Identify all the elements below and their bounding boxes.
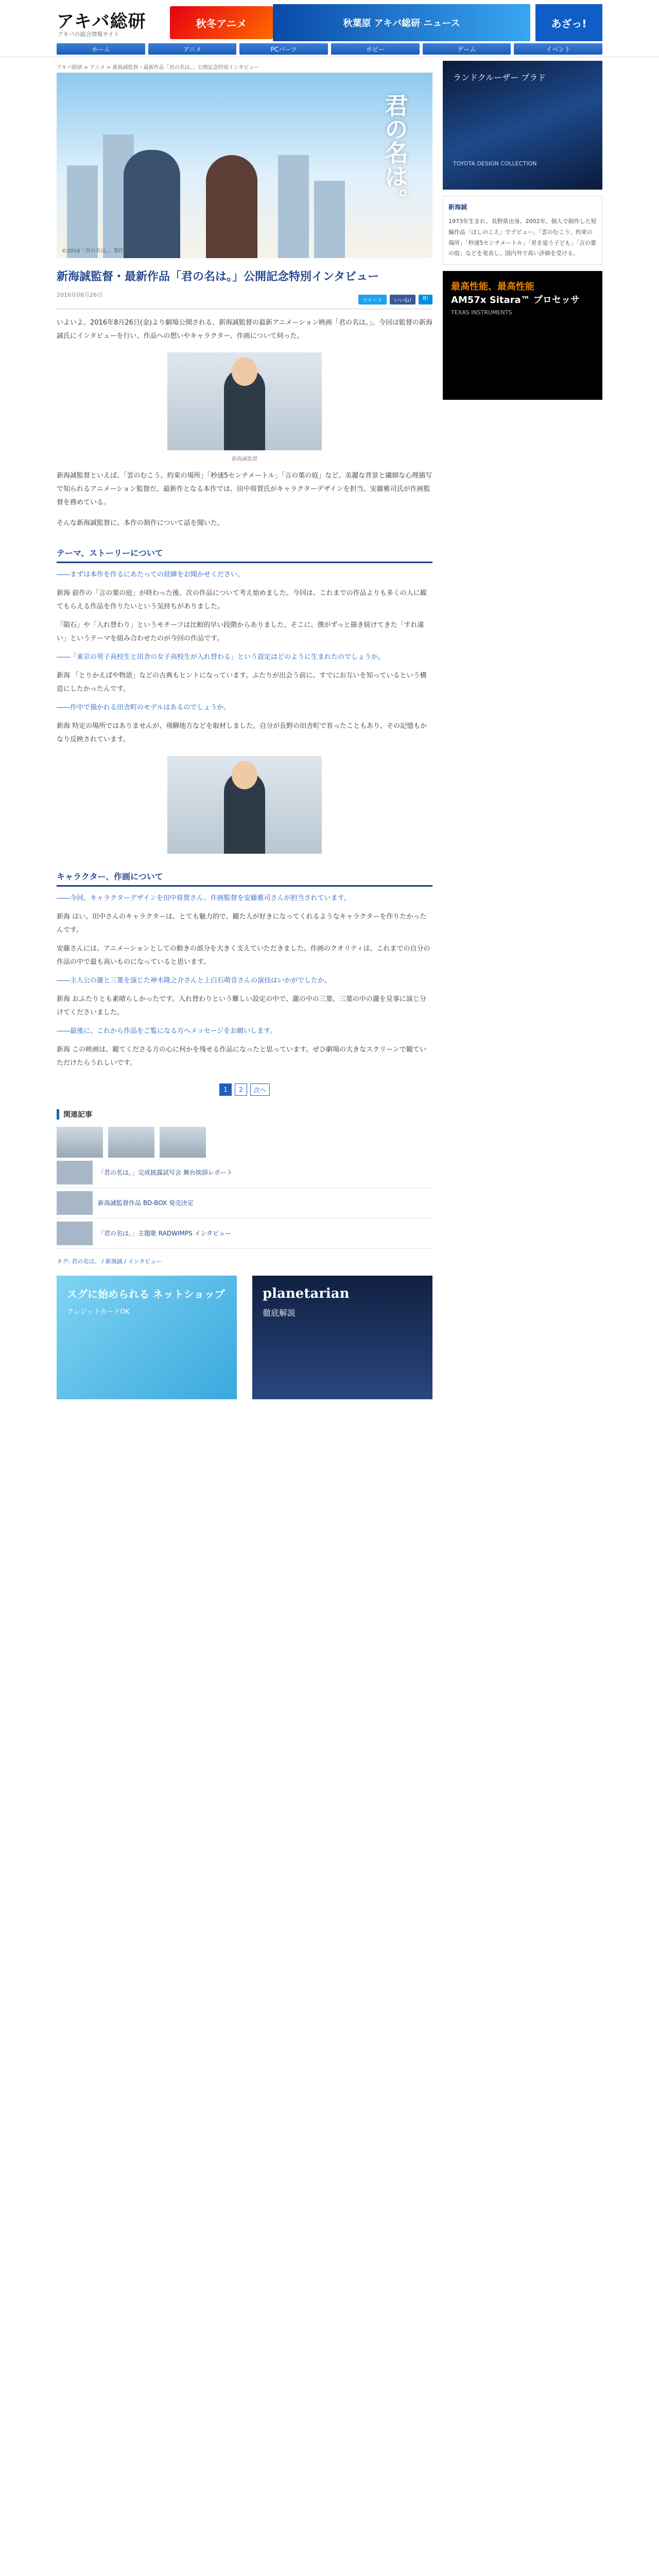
related-item-title[interactable]: 新海誠監督作品 BD-BOX 発売決定 bbox=[98, 1199, 194, 1207]
article-title: 新海誠監督・最新作品「君の名は。」公開記念特別インタビュー bbox=[57, 270, 379, 283]
related-item-title[interactable]: 「君の名は。」完成披露試写会 舞台挨拶レポート bbox=[98, 1168, 233, 1176]
related-item-thumbnail bbox=[57, 1222, 93, 1245]
related-item[interactable] bbox=[57, 1158, 432, 1188]
answer: 「隕石」や「入れ替わり」というモチーフは比較的早い段階からありました。そこに、僕がずっと描き続けてきた「すれ違い」というテーマを組み合わせたのが今回の作品です。 bbox=[57, 621, 424, 642]
page-2-button[interactable]: 2 bbox=[235, 1083, 247, 1096]
hero-caption: ©2016「君の名は。」製作委員会 bbox=[62, 248, 140, 254]
site-logo-subtitle: アキバの総合情報サイト bbox=[58, 31, 119, 38]
main-column bbox=[57, 61, 432, 1399]
share-buttons bbox=[358, 295, 432, 304]
nav-item-game[interactable]: ゲーム bbox=[423, 43, 511, 55]
hero-building bbox=[314, 181, 345, 258]
article-meta bbox=[57, 289, 432, 309]
question: ――今回、キャラクターデザインを田中将賀さん、作画監督を安藤雅司さんが担当されています。 bbox=[57, 894, 351, 902]
related-item[interactable] bbox=[57, 1188, 432, 1218]
nav-item-hobby[interactable]: ホビー bbox=[331, 43, 420, 55]
lead-paragraph: 新海誠監督といえば、「雲のむこう、約束の場所」「秒速5センチメートル」「言の葉の庭」など、美麗な背景と繊細な心理描写で知られるアニメーション監督だ。最新作となる本作では、田中将賀氏がキャラクターデザインを担当、安藤雅司氏が作画監督を務めている。 bbox=[57, 472, 432, 506]
sidebar-ad-top[interactable] bbox=[443, 61, 602, 190]
answer: 新海 はい。田中さんのキャラクターは、とても魅力的で、観た人が好きになってくれるようなキャラクターを作りたかったんです。 bbox=[57, 913, 427, 934]
nav-item-event[interactable]: イベント bbox=[514, 43, 602, 55]
hero-character bbox=[206, 155, 257, 258]
main-nav bbox=[57, 43, 602, 55]
breadcrumb[interactable]: アキバ総研 > アニメ > 新海誠監督・最新作品「君の名は。」公開記念特別インタビュー bbox=[57, 65, 259, 71]
hero-building bbox=[278, 155, 309, 258]
nav-item-anime[interactable]: アニメ bbox=[148, 43, 237, 55]
site-logo[interactable]: アキバ総研 bbox=[57, 11, 146, 32]
interview-photo bbox=[167, 352, 322, 450]
section-title: テーマ、ストーリーについて bbox=[57, 544, 432, 563]
question: ――「東京の男子高校生と田舎の女子高校生が入れ替わる」という設定はどのように生まれたのでしょうか。 bbox=[57, 653, 385, 661]
related-title: 関連記事 bbox=[57, 1109, 432, 1120]
hero-character bbox=[124, 150, 180, 258]
hero-image bbox=[57, 73, 432, 258]
hero-building bbox=[67, 165, 98, 258]
header-banner[interactable]: 秋葉原 アキバ総研 ニュース bbox=[273, 4, 530, 41]
site-header bbox=[0, 0, 659, 57]
person-head bbox=[232, 761, 257, 789]
related-thumbnail[interactable] bbox=[160, 1127, 206, 1158]
answer: 新海 「とりかえばや物語」などの古典もヒントになっています。ふたりが出会う前に、すでにお互いを知っているという構造にしたかったんです。 bbox=[57, 672, 427, 693]
related-item-title[interactable]: 「君の名は。」主題歌 RADWIMPS インタビュー bbox=[98, 1229, 232, 1237]
nav-item-home[interactable]: ホーム bbox=[57, 43, 145, 55]
next-page-button[interactable]: 次へ bbox=[250, 1083, 270, 1096]
sidebar bbox=[443, 61, 602, 400]
header-banner-small[interactable]: あざっ! bbox=[535, 4, 602, 41]
pagination bbox=[57, 1083, 432, 1096]
header-ad[interactable]: 秋冬アニメ bbox=[170, 6, 273, 39]
bottom-ad-subtitle: 徹底解説 bbox=[263, 1308, 296, 1318]
question: ――まずは本作を作るにあたっての経緯をお聞かせください。 bbox=[57, 571, 245, 579]
page-1-button[interactable]: 1 bbox=[219, 1083, 232, 1096]
related-list bbox=[57, 1158, 432, 1249]
tag-list[interactable]: タグ: 君の名は。 / 新海誠 / インタビュー bbox=[57, 1258, 162, 1265]
sidebar-ad-subtitle: TOYOTA DESIGN COLLECTION bbox=[453, 160, 537, 167]
lead-paragraph: そんな新海誠監督に、本作の制作について話を聞いた。 bbox=[57, 519, 224, 527]
bottom-ad-left[interactable] bbox=[57, 1276, 237, 1399]
sidebar-ad-title: ランドクルーザー プラド bbox=[453, 73, 546, 82]
related-thumbnails bbox=[57, 1127, 432, 1158]
bottom-ad-title: スグに始められる ネットショップ bbox=[67, 1288, 225, 1300]
related-item[interactable] bbox=[57, 1218, 432, 1249]
question: ――作中で描かれる田舎町のモデルはあるのでしょうか。 bbox=[57, 704, 231, 711]
tweet-button[interactable]: ツイート bbox=[358, 295, 387, 304]
profile-heading: 新海誠 bbox=[448, 204, 467, 211]
section-title: キャラクター、作画について bbox=[57, 867, 432, 887]
bottom-ad-right[interactable] bbox=[252, 1276, 432, 1399]
answer: 新海 特定の場所ではありませんが、飛騨地方などを取材しました。自分が長野の田舎町で育ったこともあり、その記憶もかなり反映されています。 bbox=[57, 722, 427, 743]
bottom-ad-title: planetarian bbox=[263, 1286, 350, 1301]
related-articles bbox=[57, 1109, 432, 1265]
interview-photo bbox=[167, 756, 322, 854]
sidebar-ad-bottom[interactable] bbox=[443, 271, 602, 400]
answer: 安藤さんには、アニメーションとしての動きの部分を大きく支えていただきました。作画のクオリティは、これまでの自分の作品の中で最も高いものになっていると思います。 bbox=[57, 945, 430, 966]
like-button[interactable]: いいね! bbox=[390, 295, 415, 304]
question: ――主人公の瀧と三葉を演じた神木隆之介さんと上白石萌音さんの演技はいかがでしたか。 bbox=[57, 977, 332, 985]
article-date: 2016年08月26日 bbox=[57, 292, 102, 298]
sidebar-ad2-title: 最高性能、最高性能 bbox=[451, 281, 534, 293]
sidebar-ad2-subtitle: TEXAS INSTRUMENTS bbox=[451, 309, 512, 316]
related-item-thumbnail bbox=[57, 1191, 93, 1215]
bottom-ads bbox=[57, 1276, 432, 1399]
person-head bbox=[232, 358, 257, 386]
answer: 新海 おふたりとも素晴らしかったです。入れ替わりという難しい設定の中で、瀧の中の三葉、三葉の中の瀧を見事に演じ分けてくださいました。 bbox=[57, 995, 426, 1016]
sidebar-ad2-main: AM57x Sitara™ プロセッサ bbox=[451, 295, 580, 306]
question: ――最後に、これから作品をご覧になる方へメッセージをお願いします。 bbox=[57, 1027, 277, 1035]
hatena-button[interactable]: B! bbox=[419, 295, 432, 304]
answer: 新海 この映画は、観てくださる方の心に何かを残せる作品になったと思っています。ぜひ劇場の大きなスクリーンで観ていただけたらうれしいです。 bbox=[57, 1046, 426, 1067]
related-thumbnail[interactable] bbox=[108, 1127, 154, 1158]
photo-caption: 新海誠監督 bbox=[232, 456, 257, 462]
profile-text: 1973年生まれ、長野県出身。2002年、個人で制作した短編作品「ほしのこえ」でデビュー。「雲のむこう、約束の場所」「秒速5センチメートル」「星を追う子ども」「言の葉の庭」などを発表し、国内外で高い評価を受ける。 bbox=[448, 217, 597, 257]
profile-box bbox=[443, 196, 602, 265]
related-thumbnail[interactable] bbox=[57, 1127, 103, 1158]
nav-item-pc[interactable]: PCパーツ bbox=[239, 43, 328, 55]
bottom-ad-subtitle: クレジットカードOK bbox=[67, 1308, 130, 1316]
answer: 新海 前作の「言の葉の庭」が終わった後、次の作品について考え始めました。今回は、これまでの作品よりも多くの人に観てもらえる作品を作りたいという気持ちがありました。 bbox=[57, 589, 427, 611]
related-item-thumbnail bbox=[57, 1161, 93, 1184]
lead-paragraph: いよいよ、2016年8月26日(金)より劇場公開される、新海誠監督の最新アニメーション映画「君の名は。」。今回は監督の新海誠氏にインタビューを行い、作品への想いやキャラクター、作画について伺った。 bbox=[57, 319, 432, 340]
hero-title: 君の名は。 bbox=[381, 93, 409, 212]
